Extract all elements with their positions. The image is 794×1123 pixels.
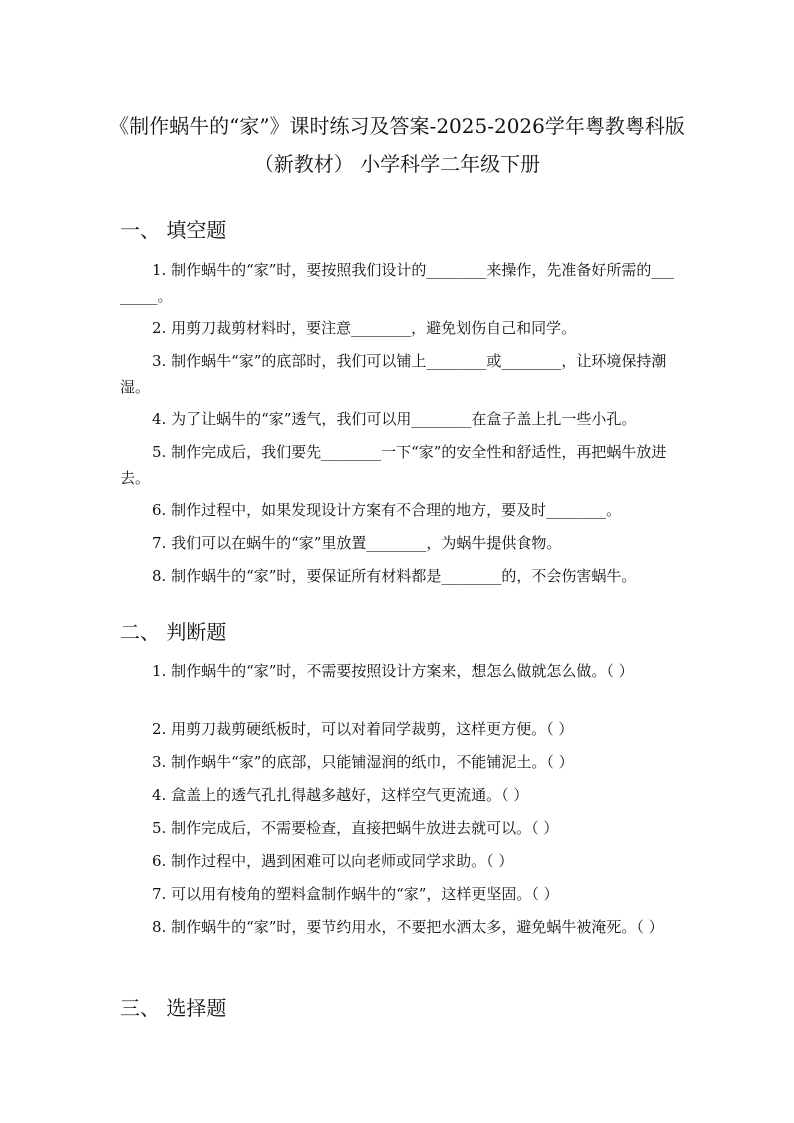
judge-question-6: 6. 制作过程中，遇到困难可以向老师或同学求助。（ ） [152,852,514,870]
section-heading-choice: 三、 选择题 [120,996,227,1020]
document-title: 《制作蜗牛的“家”》课时练习及答案-2025-2026学年粤教粤科版 [109,114,685,138]
judge-question-5: 5. 制作完成后，不需要检查，直接把蜗牛放进去就可以。（ ） [152,819,559,837]
judge-question-2: 2. 用剪刀裁剪硬纸板时，可以对着同学裁剪，这样更方便。（ ） [152,720,574,738]
fill-question-2: 2. 用剪刀裁剪材料时，要注意________，避免划伤自己和同学。 [152,319,577,337]
section-heading-judge: 二、 判断题 [120,620,227,644]
section-heading-fill: 一、 填空题 [120,218,227,242]
fill-question-6: 6. 制作过程中，如果发现设计方案有不合理的地方，要及时________。 [152,501,622,519]
fill-question-1: 1. 制作蜗牛的“家”时，要按照我们设计的________来操作，先准备好所需的________。 [120,261,674,305]
judge-question-7: 7. 可以用有棱角的塑料盒制作蜗牛的“家”，这样更坚固。（ ） [152,885,559,903]
fill-question-3: 3. 制作蜗牛“家”的底部时，我们可以铺上________或________，让环境保持潮湿。 [120,352,667,396]
fill-question-7: 7. 我们可以在蜗牛的“家”里放置________，为蜗牛提供食物。 [152,534,562,552]
document-subtitle: （新教材） 小学科学二年级下册 [253,152,541,176]
fill-question-4: 4. 为了让蜗牛的“家”透气，我们可以用________在盒子盖上扎一些小孔。 [152,410,637,428]
judge-question-8: 8. 制作蜗牛的“家”时，要节约用水，不要把水洒太多，避免蜗牛被淹死。（ ） [152,918,664,936]
judge-question-1: 1. 制作蜗牛的“家”时，不需要按照设计方案来，想怎么做就怎么做。（ ） [152,662,634,680]
judge-question-4: 4. 盒盖上的透气孔扎得越多越好，这样空气更流通。（ ） [152,786,529,804]
fill-question-5: 5. 制作完成后，我们要先________一下“家”的安全性和舒适性，再把蜗牛放进去。 [120,443,667,487]
fill-question-8: 8. 制作蜗牛的“家”时，要保证所有材料都是________的，不会伤害蜗牛。 [152,567,637,585]
judge-question-3: 3. 制作蜗牛“家”的底部，只能铺湿润的纸巾，不能铺泥土。（ ） [152,753,574,771]
